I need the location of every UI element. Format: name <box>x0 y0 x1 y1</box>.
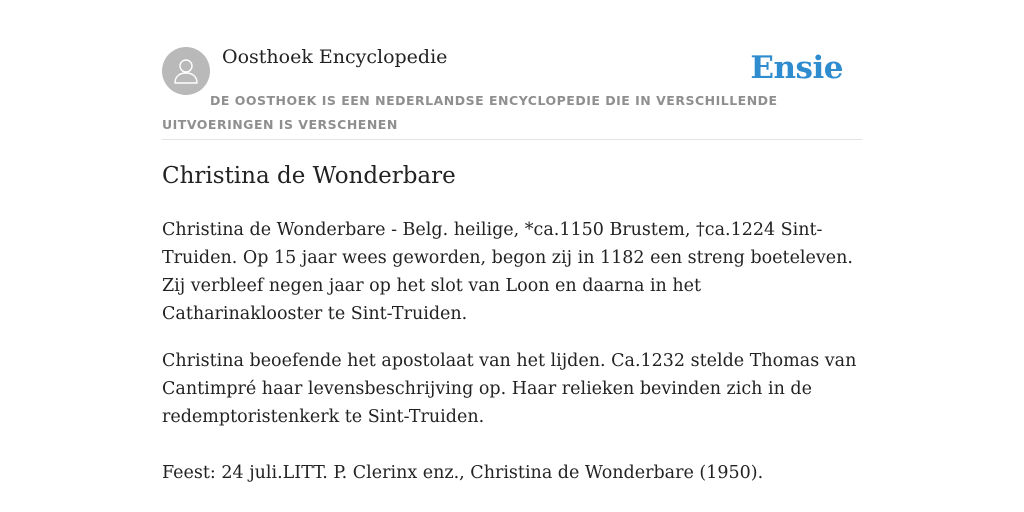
avatar[interactable] <box>162 47 210 95</box>
header-divider <box>162 139 862 140</box>
author-name[interactable]: Oosthoek Encyclopedie <box>222 46 448 68</box>
page <box>162 0 862 512</box>
article-paragraph-3: Feest: 24 juli.LITT. P. Clerinx enz., Christina de Wonderbare (1950). <box>162 463 764 483</box>
author-tagline: DE OOSTHOEK IS EEN NEDERLANDSE ENCYCLOPEDIE DIE IN VERSCHILLENDE UITVOERINGEN IS VERSCHENEN <box>162 93 778 132</box>
brand-logo[interactable]: Ensie <box>750 50 843 86</box>
article-paragraph-2: Christina beoefende het apostolaat van het lijden. Ca.1232 stelde Thomas van Cantimpré haar levensbeschrijving op. Haar relieken bevinden zich in de redemptoristenkerk te Sint-Truiden. <box>162 351 857 427</box>
user-outline-icon <box>171 56 201 86</box>
article-paragraph-1: Christina de Wonderbare - Belg. heilige, *ca.1150 Brustem, †ca.1224 Sint-Truiden. Op 15 jaar wees geworden, begon zij in 1182 een streng boeteleven. Zij verbleef negen jaar op het slot van Loon en daarna in het Catharinaklooster te Sint-Truiden. <box>162 220 853 324</box>
page-title: Christina de Wonderbare <box>162 163 456 189</box>
